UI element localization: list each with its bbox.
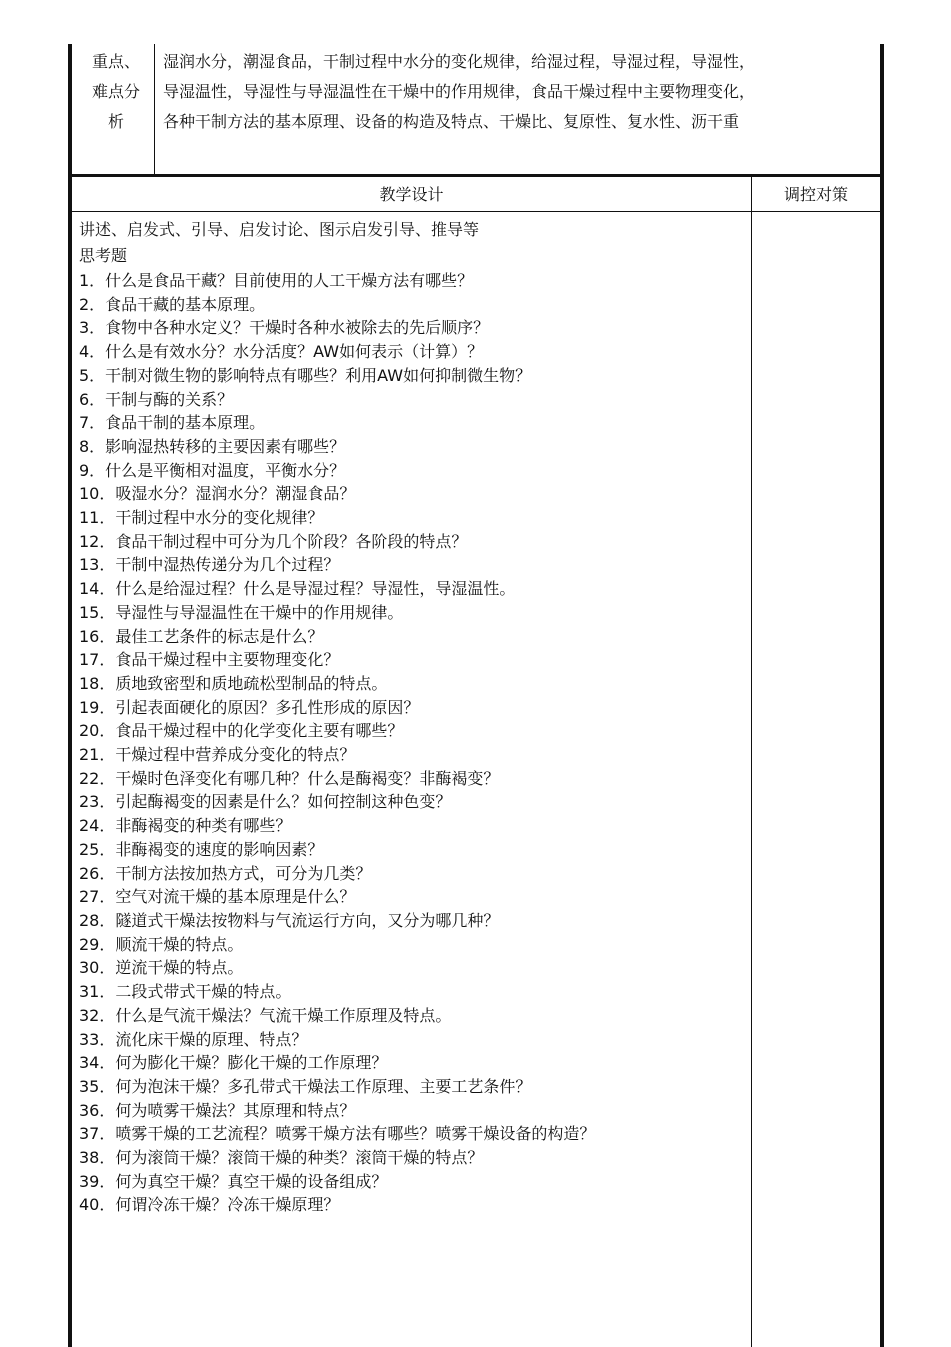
list-item: 30．逆流干燥的特点。 [79, 958, 244, 978]
list-item: 21．干燥过程中营养成分变化的特点？ [79, 745, 356, 765]
key-points-text [163, 47, 878, 137]
list-item: 20．食品干燥过程中的化学变化主要有哪些？ [79, 721, 404, 741]
list-item: 40．何谓冷冻干燥？冷冻干燥原理？ [79, 1195, 340, 1215]
list-item: 32．什么是气流干燥法？气流干燥工作原理及特点。 [79, 1005, 452, 1025]
list-item: 39．何为真空干燥？真空干燥的设备组成？ [79, 1171, 388, 1191]
list-item: 36．何为喷雾干燥法？其原理和特点？ [79, 1100, 356, 1120]
list-item: 3．食物中各种水定义？干燥时各种水被除去的先后顺序？ [79, 318, 490, 338]
list-item: 24．非酶褐变的种类有哪些？ [79, 816, 292, 836]
key-points-line: 各种干制方法的基本原理、设备的构造及特点、干燥比、复原性、复水性、沥干重 [163, 112, 740, 131]
list-item: 6．干制与酶的关系？ [79, 389, 234, 409]
teaching-methods: 讲述、启发式、引导、启发讨论、图示启发引导、推导等 [79, 220, 480, 239]
list-item: 29．顺流干燥的特点。 [79, 934, 244, 954]
list-item: 13．干制中湿热传递分为几个过程？ [79, 555, 340, 575]
list-item: 22．干燥时色泽变化有哪几种？什么是酶褐变？非酶褐变？ [79, 768, 500, 788]
label-divider [154, 44, 155, 176]
list-item: 25．非酶褐变的速度的影响因素？ [79, 839, 324, 859]
list-item: 38．何为滚筒干燥？滚筒干燥的种类？滚筒干燥的特点？ [79, 1148, 484, 1168]
list-item: 37．喷雾干燥的工艺流程？喷雾干燥方法有哪些？喷雾干燥设备的构造？ [79, 1124, 596, 1144]
header-teaching-design: 教学设计 [379, 185, 444, 204]
list-item: 9．什么是平衡相对温度，平衡水分？ [79, 460, 346, 480]
key-points-label-line: 难点分 [91, 82, 140, 101]
table-right-border [880, 44, 884, 1347]
header-control-strategy: 调控对策 [783, 185, 848, 204]
list-item: 28．隧道式干燥法按物料与气流运行方向，又分为哪几种？ [79, 910, 500, 930]
key-points-line: 湿润水分，潮湿食品，干制过程中水分的变化规律，给湿过程，导湿过程，导湿性， [163, 52, 756, 71]
list-item: 31．二段式带式干燥的特点。 [79, 982, 292, 1002]
list-item: 5．干制对微生物的影响特点有哪些？利用AW如何抑制微生物？ [79, 365, 532, 385]
table-left-border [68, 44, 72, 1347]
list-item: 12．食品干制过程中可分为几个阶段？各阶段的特点？ [79, 531, 468, 551]
list-item: 8．影响湿热转移的主要因素有哪些？ [79, 436, 346, 456]
list-item: 16．最佳工艺条件的标志是什么？ [79, 626, 324, 646]
key-points-line: 导湿温性，导湿性与导湿温性在干燥中的作用规律，食品干燥过程中主要物理变化， [163, 82, 756, 101]
list-item: 7．食品干制的基本原理。 [79, 413, 266, 433]
list-item: 10．吸湿水分？湿润水分？潮湿食品？ [79, 484, 356, 504]
list-item: 33．流化床干燥的原理、特点？ [79, 1029, 308, 1049]
list-item: 23．引起酶褐变的因素是什么？如何控制这种色变？ [79, 792, 452, 812]
list-item: 11．干制过程中水分的变化规律？ [79, 508, 324, 528]
questions-title: 思考题 [79, 246, 128, 265]
list-item: 1．什么是食品干藏？目前使用的人工干燥方法有哪些？ [79, 271, 474, 290]
list-item: 14．什么是给湿过程？什么是导湿过程？导湿性，导湿温性。 [79, 579, 516, 599]
list-item: 35．何为泡沫干燥？多孔带式干燥法工作原理、主要工艺条件？ [79, 1076, 532, 1096]
key-points-label-line: 析 [107, 112, 124, 131]
list-item: 27．空气对流干燥的基本原理是什么？ [79, 887, 356, 907]
list-item: 19．引起表面硬化的原因？多孔性形成的原因？ [79, 697, 420, 717]
list-item: 15．导湿性与导湿温性在干燥中的作用规律。 [79, 602, 404, 622]
column-divider [751, 177, 752, 1347]
section-divider [68, 174, 884, 177]
key-points-label-line: 重点、 [91, 52, 140, 71]
list-item: 18．质地致密型和质地疏松型制品的特点。 [79, 673, 388, 693]
questions-list [79, 269, 749, 1217]
list-item: 4．什么是有效水分？水分活度？AW如何表示（计算）？ [79, 342, 484, 362]
list-item: 2．食品干藏的基本原理。 [79, 294, 266, 314]
key-points-label [78, 47, 154, 137]
teaching-content [79, 217, 749, 1217]
list-item: 26．干制方法按加热方式，可分为几类？ [79, 863, 372, 883]
list-item: 17．食品干燥过程中主要物理变化？ [79, 650, 340, 670]
list-item: 34．何为膨化干燥？膨化干燥的工作原理？ [79, 1053, 388, 1073]
